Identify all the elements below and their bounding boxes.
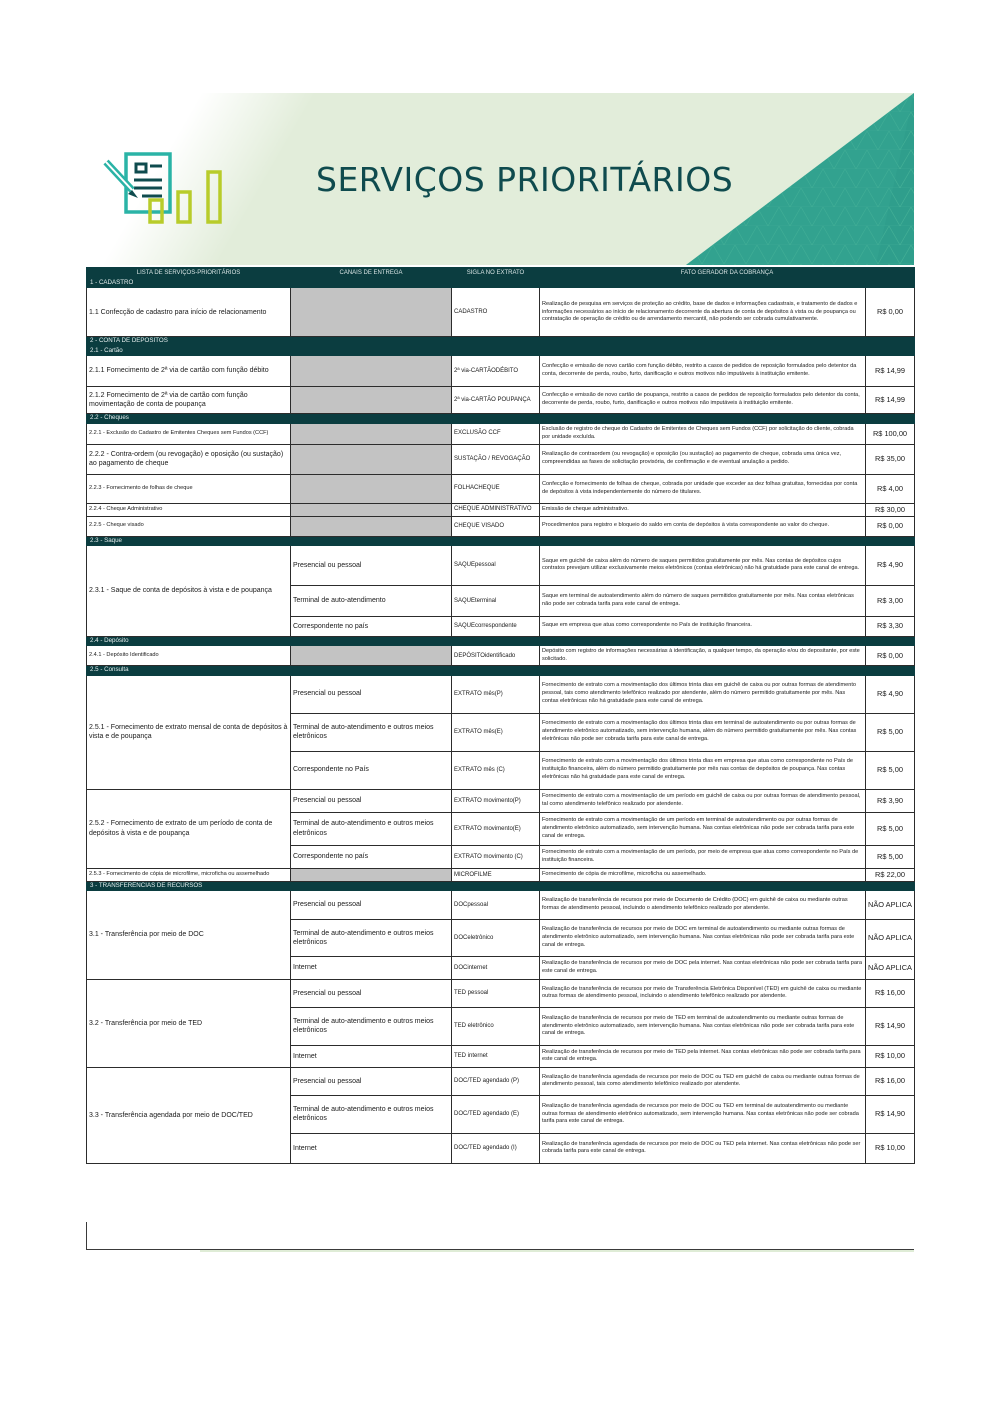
table-row: Terminal de auto-atendimento e outros meios eletrônicos DOC/TED agendado (E) Realização de transferência agendada de recursos por meio de DOC ou TED em terminal de autoatendimento ou mediante outras formas de atendimento eletrônico automatizado, sem intervenção humana. Nas contas eletrônicas não pode ser cobrada tarifa para este canal de entrega. R$ 14,90	[87, 1095, 915, 1133]
table-row: 2.2.2 - Contra-ordem (ou revogação) e oposição (ou sustação) ao pagamento de cheque SUSTAÇÃO / REVOGAÇÃO Realização de contraordem (ou revogação) e oposição (ou sustação) ao pagamento de cheque, cobrada uma única vez, compreendidas as fases de solicitação provisória, de confirmação e de eventual anulação a pedido. R$ 35,00	[87, 444, 915, 474]
table-row: Terminal de auto-atendimento e outros meios eletrônicos EXTRATO mês(E) Fornecimento de extrato com a movimentação dos últimos trinta dias em terminal de autoatendimento ou por outras formas de atendimento eletrônico automatizado, sem intervenção humana, além do número permitido gratuitamente por mês. Nas contas eletrônicas não pode ser cobrada tarifa para este canal de entrega. R$ 5,00	[87, 713, 915, 751]
section-row: 2.2 - Cheques	[87, 414, 915, 423]
table-row: 3.1 - Transferência por meio de DOC Presencial ou pessoal DOCpessoal Realização de transferência de recursos por meio de Documento de Crédito (DOC) em guichê de caixa ou mediante outras formas de atendimento pessoal, incluindo o atendimento telefônico realizado por atendente. NÃO APLICA	[87, 890, 915, 919]
table-row: 2.2.5 - Cheque visado CHEQUE VISADO Procedimentos para registro e bloqueio do saldo em conta de depósitos à vista correspondente ao valor do cheque. R$ 0,00	[87, 516, 915, 536]
table-row: 2.1.1 Fornecimento de 2ª via de cartão com função débito 2ª via-CARTÃODÉBITO Confecção e emissão de novo cartão com função débito, restrito a casos de pedidos de reposição formulados pelo detentor da conta, decorrente de perda, roubo, furto, danificação e outros motivos não imputáveis à instituição emitente. R$ 14,99	[87, 356, 915, 387]
table-row: Terminal de auto-atendimento e outros meios eletrônicos DOCeletrônico Realização de transferência de recursos por meio de DOC em terminal de autoatendimento ou mediante outras formas de atendimento eletrônico automatizado, sem intervenção humana. Nas contas eletrônicas não pode ser cobrada tarifa para este canal de entrega. NÃO APLICA	[87, 919, 915, 956]
section-row: 1 - CADASTRO	[87, 279, 915, 288]
table-row: 2.2.1 - Exclusão do Cadastro de Emitentes Cheques sem Fundos (CCF) EXCLUSÃO CCF Exclusão de registro de cheque do Cadastro de Emitentes de Cheques sem Fundos (CCF) por solicitação do cliente, cobrada por unidade excluída. R$ 100,00	[87, 423, 915, 444]
document-chart-icon	[102, 150, 232, 230]
section-row: 2.1 - Cartão	[87, 346, 915, 355]
services-table	[86, 267, 915, 1164]
table-row: 2.5.3 - Fornecimento de cópia de microfilme, microficha ou assemelhado MICROFILME Fornecimento de cópia de microfilme, microficha ou assemelhado. R$ 22,00	[87, 868, 915, 881]
header-services: LISTA DE SERVIÇOS-PRIORITÁRIOS	[87, 268, 291, 279]
section-row: 2.3 - Saque	[87, 536, 915, 545]
table-row: Internet DOC/TED agendado (I) Realização de transferência agendada de recursos por meio de DOC ou TED pela internet. Nas contas eletrônicas não pode ser cobrada tarifa para este canal de entrega. R$ 10,00	[87, 1133, 915, 1163]
table-row: Terminal de auto-atendimento e outros meios eletrônicos TED eletrônico Realização de transferência de recursos por meio de TED em terminal de autoatendimento ou mediante outras formas de atendimento eletrônico automatizado, sem intervenção humana. Nas contas eletrônicas não pode ser cobrada tarifa para este canal de entrega. R$ 14,90	[87, 1007, 915, 1045]
header-channels: CANAIS DE ENTREGA	[291, 268, 452, 279]
table-row: 2.1.2 Fornecimento de 2ª via de cartão com função movimentação de conta de poupança 2ª via-CARTÃO POUPANÇA Confecção e emissão de novo cartão de poupança, restrito a casos de pedidos de reposição formulados pelo detentor da conta, decorrente de perda, roubo, furto, danificação e outros motivos não imputáveis à instituição emitente. R$ 14,99	[87, 387, 915, 414]
table-row: 2.4.1 - Depósito Identificado DEPÓSITOidentificado Depósito com registro de informações necessárias à identificação, a qualquer tempo, da operação e/ou do depositante, por este solicitado. R$ 0,00	[87, 646, 915, 666]
table-row: Correspondente no País EXTRATO mês (C) Fornecimento de extrato com a movimentação dos últimos trinta dias em empresa que atua como correspondente no País de instituição financeira, além do número permitido gratuitamente por mês nas contas de depósitos de poupança. Nas contas eletrônicas não há gratuidade para este canal de entrega. R$ 5,00	[87, 751, 915, 789]
table-row: Terminal de auto-atendimento e outros meios eletrônicos EXTRATO movimento(E) Fornecimento de extrato com a movimentação de um período em terminal de autoatendimento ou por outras formas de atendimento eletrônico automatizado, sem intervenção humana. Nas contas eletrônicas não pode ser cobrada tarifa para este canal de entrega. R$ 5,00	[87, 812, 915, 845]
table-row: Correspondente no país EXTRATO movimento (C) Fornecimento de extrato com a movimentação de um período, por meio de empresa que atua como correspondente no País de instituição financeira. R$ 5,00	[87, 845, 915, 868]
table-row: 2.2.3 - Fornecimento de folhas de cheque FOLHACHEQUE Confecção e fornecimento de folhas de cheque, cobrada por unidade que exceder as dez folhas gratuitas, fornecidas por conta de depósitos à vista independentemente do número de titulares. R$ 4,00	[87, 474, 915, 503]
table-row: 2.5.1 - Fornecimento de extrato mensal de conta de depósitos à vista e de poupança Presencial ou pessoal EXTRATO mês(P) Fornecimento de extrato com a movimentação dos últimos trinta dias em guichê de caixa ou por outras formas de atendimento pessoal, tais como atendimento telefônico realizado por atendente, além do número permitido gratuitamente por mês. Nas contas eletrônicas não há gratuidade para este canal de entrega. R$ 4,90	[87, 675, 915, 713]
section-row: 3 - TRANSFERÊNCIAS DE RECURSOS	[87, 881, 915, 890]
table-row: 3.2 - Transferência por meio de TED Presencial ou pessoal TED pessoal Realização de transferência de recursos por meio de Transferência Eletrônica Disponível (TED) em guichê de caixa ou mediante outras formas de atendimento pessoal, incluindo o atendimento telefônico realizado por atendente. R$ 16,00	[87, 979, 915, 1007]
table-row: Terminal de auto-atendimento SAQUEterminal Saque em terminal de autoatendimento além do número de saques permitidos gratuitamente por mês. Nas contas eletrônicas não pode ser cobrada tarifa para este canal de entrega. R$ 3,00	[87, 585, 915, 616]
table-row: 1.1 Confecção de cadastro para início de relacionamento CADASTRO Realização de pesquisa em serviços de proteção ao crédito, base de dados e informações cadastrais, e tratamento de dados e informações necessários ao início de relacionamento decorrente da abertura de conta de depósitos à vista ou de poupança ou contratação de operação de crédito ou de arrendamento mercantil, não podendo ser cobrada cumulativamente. R$ 0,00	[87, 288, 915, 337]
page-frame-left	[86, 1222, 87, 1250]
table-row: 2.2.4 - Cheque Administrativo CHEQUE ADMINISTRATIVO Emissão de cheque administrativo. R$ 30,00	[87, 503, 915, 516]
table-row: 2.3.1 - Saque de conta de depósitos à vista e de poupança Presencial ou pessoal SAQUEpessoal Saque em guichê de caixa além do número de saques permitidos gratuitamente por mês. Nas contas de depósitos cujos contratos prevejam utilizar exclusivamente meios eletrônicos (contas eletrônicas) não há gratuidade para este canal de entrega. R$ 4,90	[87, 545, 915, 585]
table-row: 3.3 - Transferência agendada por meio de DOC/TED Presencial ou pessoal DOC/TED agendado (P) Realização de transferência agendada de recursos por meio de DOC ou TED em guichê de caixa ou mediante outras formas de atendimento pessoal, tais como atendimento telefônico realizado por atendente. R$ 16,00	[87, 1067, 915, 1095]
table-row: Internet TED internet Realização de transferência de recursos por meio de TED pela internet. Nas contas eletrônicas não pode ser cobrada tarifa para este canal de entrega. R$ 10,00	[87, 1045, 915, 1067]
header-code: SIGLA NO EXTRATO	[452, 268, 540, 279]
table-row: Correspondente no país SAQUEcorrespondente Saque em empresa que atua como correspondente no País de instituição financeira. R$ 3,30	[87, 616, 915, 636]
table-row: 2.5.2 - Fornecimento de extrato de um período de conta de depósitos à vista e de poupança Presencial ou pessoal EXTRATO movimento(P) Fornecimento de extrato com a movimentação de um período em guichê de caixa ou por outras formas de atendimento pessoal, tal como atendimento telefônico realizado por atendente. R$ 3,90	[87, 789, 915, 812]
table-row: Internet DOCinternet Realização de transferência de recursos por meio de DOC pela internet. Nas contas eletrônicas não pode ser cobrada tarifa para este canal de entrega. NÃO APLICA	[87, 956, 915, 979]
table-header	[87, 268, 915, 279]
section-row: 2 - CONTA DE DEPÓSITOS	[87, 337, 915, 346]
section-row: 2.4 - Depósito	[87, 636, 915, 645]
footer-accent	[200, 1250, 914, 1252]
page-title: SERVIÇOS PRIORITÁRIOS	[316, 160, 734, 199]
header-trigger: FATO GERADOR DA COBRANÇA	[540, 268, 915, 279]
section-row: 2.5 - Consulta	[87, 666, 915, 675]
